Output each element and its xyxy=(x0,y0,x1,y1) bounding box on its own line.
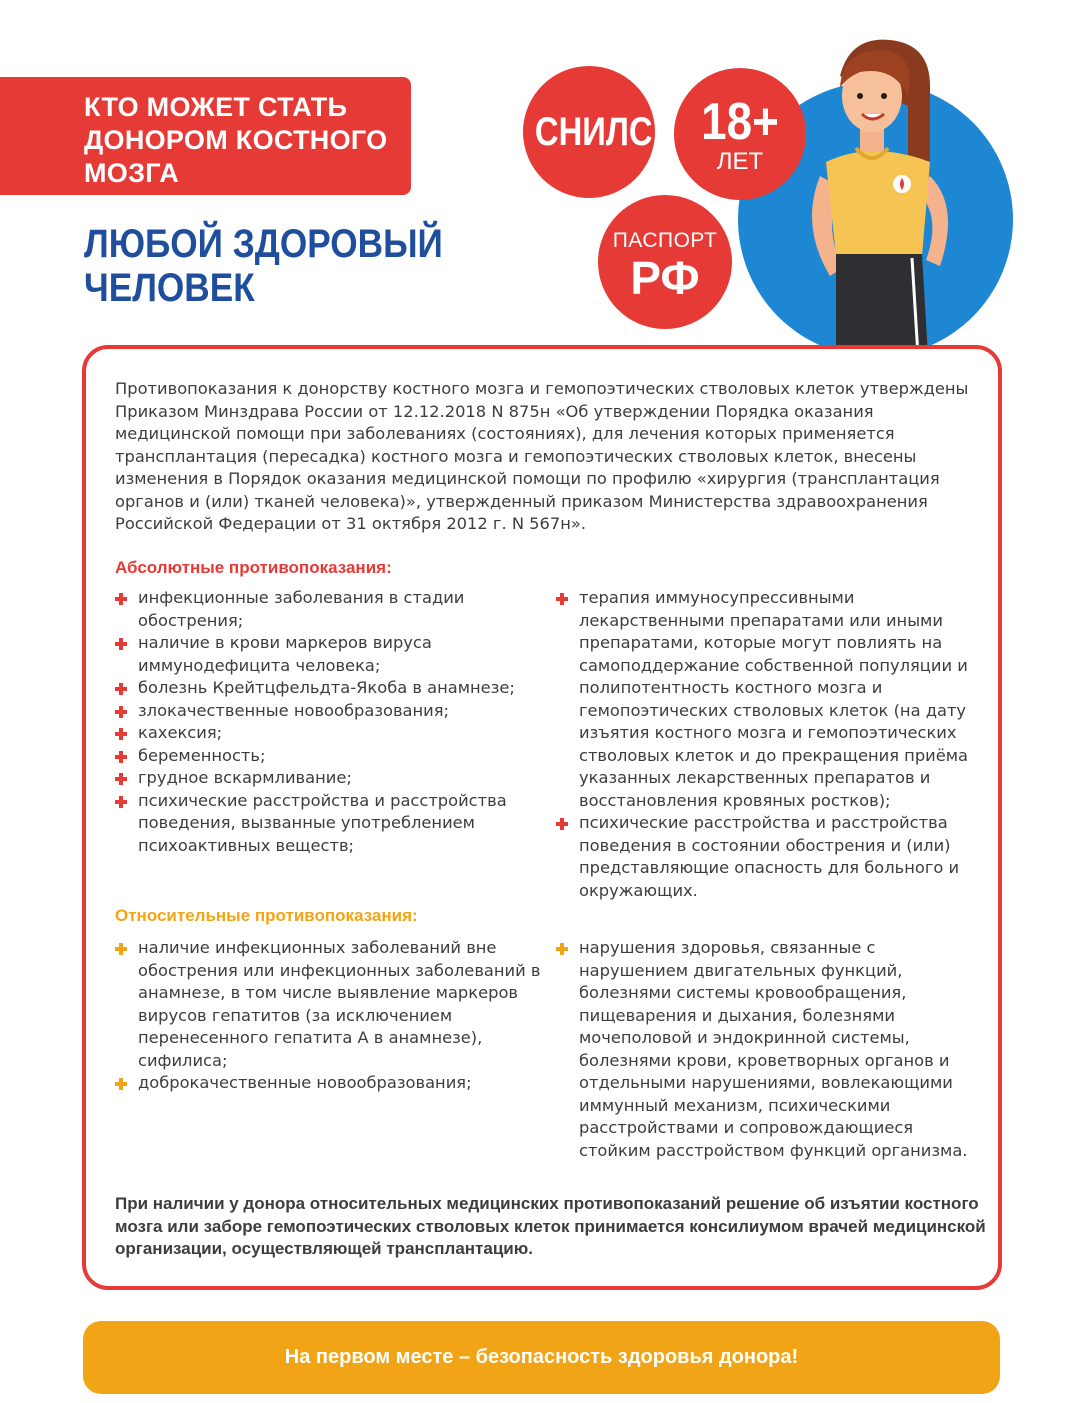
yellow-plus-icon xyxy=(115,943,127,955)
absolute-contraindications-title: Абсолютные противопоказания: xyxy=(115,558,392,577)
age-unit: ЛЕТ xyxy=(716,148,764,175)
red-plus-icon xyxy=(115,728,127,740)
list-item xyxy=(115,1072,555,1095)
red-plus-icon xyxy=(115,796,127,808)
relative-list-right xyxy=(556,937,986,1162)
red-plus-icon xyxy=(115,593,127,605)
yellow-plus-icon xyxy=(556,943,568,955)
age-badge xyxy=(674,68,806,200)
list-item-text: кахексия; xyxy=(138,723,223,742)
absolute-list-left xyxy=(115,587,555,857)
subtitle-line: ЧЕЛОВЕК xyxy=(84,266,255,310)
red-plus-icon xyxy=(556,593,568,605)
list-item-text: доброкачественные новообразования; xyxy=(138,1073,472,1092)
list-item-text: болезнь Крейтцфельдта-Якоба в анамнезе; xyxy=(138,678,515,697)
list-item-text: нарушения здоровья, связанные с нарушением двигательных функций, болезнями системы кровообращения, пищеварения и дыхания, болезнями мочеполовой и эндокринной системы, болезнями крови, кроветворных органов и отдельными нарушениями, вовлекающими иммунный механизм, психическими расстройствами и сопровождающиеся стойким расстройством функций организма. xyxy=(579,938,968,1160)
subtitle xyxy=(84,222,444,310)
list-item-text: психические расстройства и расстройства поведения, вызванные употреблением психоактивных веществ; xyxy=(138,790,507,855)
woman-illustration xyxy=(790,36,970,356)
passport-badge xyxy=(598,195,732,329)
list-item xyxy=(115,790,555,858)
list-item xyxy=(115,722,555,745)
title-line: КТО МОЖЕТ СТАТЬ xyxy=(84,92,348,122)
list-item xyxy=(556,587,986,812)
list-item-text: грудное вскармливание; xyxy=(138,768,352,787)
list-item-text: наличие в крови маркеров вируса иммунодефицита человека; xyxy=(138,633,432,675)
title-line: ДОНОРОМ КОСТНОГО xyxy=(84,125,388,155)
list-item-text: терапия иммуносупрессивными лекарственными препаратами или иными препаратами, которые могут повлиять на самоподдержание собственной популяции и полипотентность костного мозга и гемопоэтических стволовых клеток (на дату изъятия костного мозга и гемопоэтических стволовых клеток и до прекращения приёма указанных лекарственных препаратов и восстановления кровяных ростков); xyxy=(579,588,969,810)
list-item xyxy=(115,700,555,723)
red-plus-icon xyxy=(115,706,127,718)
list-item-text: наличие инфекционных заболеваний вне обострения или инфекционных заболеваний в анамнезе, в том числе выявление маркеров вирусов гепатитов (за исключением перенесенного гепатита А в анамнезе), сифилиса; xyxy=(138,938,541,1070)
intro-paragraph: Противопоказания к донорству костного мозга и гемопоэтических стволовых клеток утверждены Приказом Минздрава России от 12.12.2018 N 875н «Об утверждении Порядка оказания медицинской помощи при заболеваниях (состояниях), для лечения которых применяется трансплантация (пересадка) костного мозга и гемопоэтических стволовых клеток, внесены изменения в Порядок оказания медицинской помощи по профилю «хирургия (трансплантация органов и (или) тканей человека)», утвержденный приказом Министерства здравоохранения Российской Федерации от 31 октября 2012 г. N 567н». xyxy=(115,379,969,533)
list-item xyxy=(556,937,986,1162)
conclusion-paragraph: При наличии у донора относительных медицинских противопоказаний решение об изъятии костного мозга или заборе гемопоэтических стволовых клеток принимается консилиумом врачей медицинской организации, осуществляющей трансплантацию. xyxy=(115,1194,986,1258)
red-plus-icon xyxy=(115,638,127,650)
absolute-list-right xyxy=(556,587,986,902)
red-plus-icon xyxy=(556,818,568,830)
footer-text: На первом месте – безопасность здоровья донора! xyxy=(284,1346,799,1368)
red-plus-icon xyxy=(115,683,127,695)
list-item xyxy=(115,937,555,1072)
list-item-text: беременность; xyxy=(138,745,266,765)
passport-country: РФ xyxy=(630,252,700,304)
list-item-text: психические расстройства и расстройства поведения в состоянии обострения и (или) представляющие опасность для больного и окружающих. xyxy=(579,813,960,900)
yellow-plus-icon xyxy=(115,1078,127,1090)
age-number: 18+ xyxy=(701,93,779,151)
relative-list-left xyxy=(115,937,555,1095)
list-item xyxy=(115,587,555,632)
list-item-text: инфекционные заболевания в стадии обострения; xyxy=(138,588,465,630)
snils-badge xyxy=(523,66,655,198)
red-plus-icon xyxy=(115,773,127,785)
list-item xyxy=(115,767,555,790)
relative-contraindications-title: Относительные противопоказания: xyxy=(115,906,418,925)
footer-banner xyxy=(83,1321,1000,1394)
list-item xyxy=(115,677,555,700)
subtitle-line: ЛЮБОЙ ЗДОРОВЫЙ xyxy=(84,222,443,266)
list-item xyxy=(556,812,986,902)
list-item-text: злокачественные новообразования; xyxy=(138,700,450,720)
list-item xyxy=(115,632,555,677)
list-item xyxy=(115,745,555,768)
title-banner xyxy=(0,77,411,195)
title-line: МОЗГА xyxy=(84,158,180,188)
snils-label: СНИЛС xyxy=(534,110,653,154)
passport-label: ПАСПОРТ xyxy=(612,229,718,252)
red-plus-icon xyxy=(115,751,127,763)
